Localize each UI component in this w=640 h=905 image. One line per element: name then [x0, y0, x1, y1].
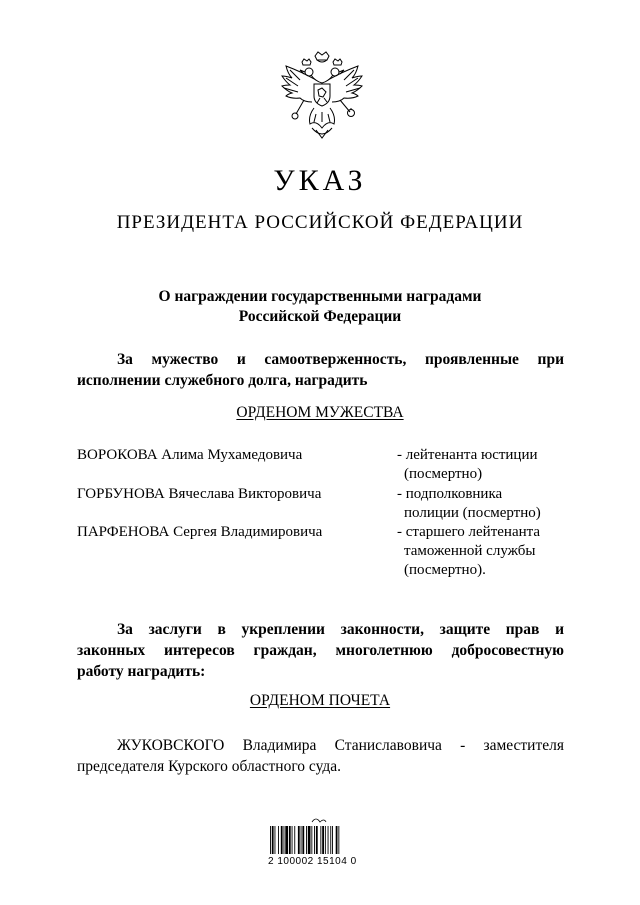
section2-intro-line-3: работу наградить:: [77, 663, 206, 680]
barcode: [264, 812, 376, 872]
barcode-bar: [320, 826, 321, 854]
barcode-bar: [278, 826, 279, 854]
barcode-bar: [325, 826, 326, 854]
awardee-rank-line: полиции (посмертно): [404, 505, 541, 521]
document-subject: [0, 287, 640, 327]
barcode-bar: [285, 826, 288, 854]
barcode-number: 2 100002 15104 0: [268, 856, 357, 867]
awardee-rank-line: таможенной службы: [404, 543, 536, 559]
barcode-mark: [312, 819, 326, 822]
order-of-courage-heading: ОРДЕНОМ МУЖЕСТВА: [236, 404, 404, 421]
section2-awardee: [77, 735, 564, 777]
barcode-bar: [289, 826, 291, 854]
section2-awardee-line-1: ЖУКОВСКОГО Владимира Станиславовича - заместителя: [117, 737, 564, 754]
barcode-bar: [301, 826, 302, 854]
section2-intro: [77, 619, 564, 682]
awardee-rank: [397, 523, 567, 580]
barcode-bar: [302, 826, 304, 854]
barcode-bar: [294, 826, 295, 854]
document-issuer: ПРЕЗИДЕНТА РОССИЙСКОЙ ФЕДЕРАЦИИ: [116, 212, 524, 233]
awardee-rank: [397, 446, 567, 484]
barcode-bar: [270, 826, 271, 854]
barcode-bar: [292, 826, 293, 854]
awardee-rank-line: (посмертно).: [404, 562, 486, 578]
russian-coat-of-arms-icon: [274, 50, 370, 142]
barcode-bar: [328, 826, 329, 854]
barcode-bar: [281, 826, 283, 854]
barcode-bar: [308, 826, 311, 854]
barcode-bar: [275, 826, 276, 854]
barcode-bar: [272, 826, 274, 854]
awardee-name: ГОРБУНОВА Вячеслава Викторовича: [77, 486, 322, 502]
awardee-rank: [397, 485, 567, 523]
section1-intro-line-1: За мужество и самоотверженность, проявленные при: [117, 351, 564, 368]
subject-line-2: Российской Федерации: [238, 308, 402, 325]
barcode-bar: [336, 826, 338, 854]
barcode-bar: [316, 826, 318, 854]
section2-awardee-line-2: председателя Курского областного суда.: [77, 758, 341, 775]
barcode-icon: [264, 812, 376, 856]
barcode-bar: [311, 826, 312, 854]
barcode-bar: [338, 826, 339, 854]
awardee-name: ПАРФЕНОВА Сергея Владимировича: [77, 524, 323, 540]
barcode-bar: [322, 826, 324, 854]
barcode-bar: [284, 826, 285, 854]
section2-intro-line-2: законных интересов граждан, многолетнюю добросовестную: [77, 642, 564, 659]
barcode-bar: [330, 826, 331, 854]
awardee-rank-line: - старшего лейтенанта: [397, 524, 541, 540]
barcode-bar: [314, 826, 315, 854]
awardee-name: ВОРОКОВА Алима Мухамедовича: [77, 447, 303, 463]
barcode-bar: [298, 826, 300, 854]
section1-intro: [77, 349, 564, 391]
section2-intro-line-1: За заслуги в укреплении законности, защите прав и: [117, 621, 564, 638]
awardee-rank-line: - лейтенанта юстиции: [397, 447, 538, 463]
document-title: УКАЗ: [273, 164, 367, 197]
order-of-honour-heading: ОРДЕНОМ ПОЧЕТА: [249, 692, 391, 709]
barcode-bar: [306, 826, 307, 854]
subject-line-1: О награждении государственными наградами: [158, 288, 482, 305]
awardee-rank-line: - подполковника: [397, 486, 503, 502]
awardee-rank-line: (посмертно): [404, 466, 483, 482]
barcode-bar: [332, 826, 333, 854]
section1-intro-line-2: исполнении служебного долга, наградить: [77, 372, 368, 389]
